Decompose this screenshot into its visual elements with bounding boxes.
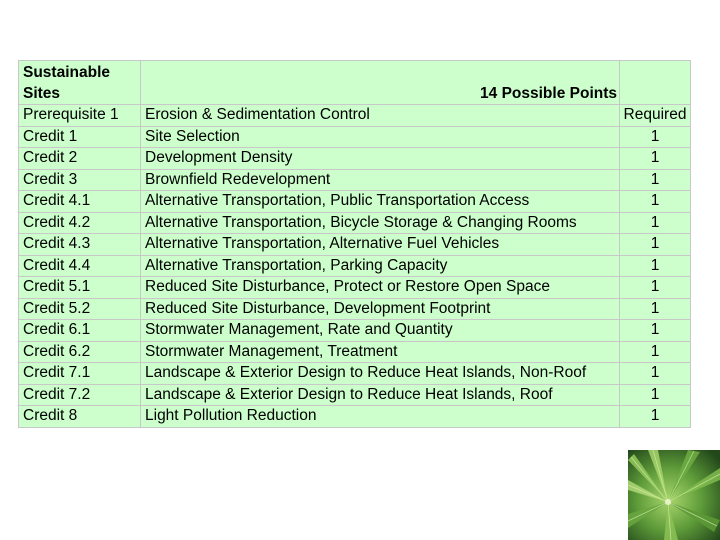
leaf-illustration [628,450,720,540]
credit-id-cell: Credit 4.2 [19,212,141,234]
credit-name-cell: Reduced Site Disturbance, Development Footprint [141,298,620,320]
table-row [19,277,691,299]
credit-name-cell: Alternative Transportation, Bicycle Storage & Changing Rooms [141,212,620,234]
category-heading: Sustainable Sites [19,61,141,105]
table-row [19,406,691,428]
credits-table-body [19,61,691,428]
credit-name-cell: Landscape & Exterior Design to Reduce Heat Islands, Roof [141,384,620,406]
credit-name-cell: Stormwater Management, Rate and Quantity [141,320,620,342]
credit-name-cell: Landscape & Exterior Design to Reduce Heat Islands, Non-Roof [141,363,620,385]
credit-name-cell: Erosion & Sedimentation Control [141,105,620,127]
credit-id-cell: Credit 4.3 [19,234,141,256]
credit-name-cell: Site Selection [141,126,620,148]
credit-name-cell: Light Pollution Reduction [141,406,620,428]
credit-name-cell: Reduced Site Disturbance, Protect or Restore Open Space [141,277,620,299]
table-row [19,298,691,320]
credit-points-cell: 1 [620,406,691,428]
credit-id-cell: Credit 6.1 [19,320,141,342]
credit-id-cell: Prerequisite 1 [19,105,141,127]
table-row [19,212,691,234]
credit-points-cell: Required [620,105,691,127]
leaf-photo-image [628,450,720,540]
credit-id-cell: Credit 6.2 [19,341,141,363]
table-row [19,384,691,406]
credit-points-cell: 1 [620,212,691,234]
credits-table-container [18,60,690,428]
credit-id-cell: Credit 8 [19,406,141,428]
credit-points-cell: 1 [620,148,691,170]
credit-points-cell: 1 [620,298,691,320]
credit-points-cell: 1 [620,234,691,256]
credit-id-cell: Credit 5.1 [19,277,141,299]
table-row [19,169,691,191]
credit-points-cell: 1 [620,384,691,406]
table-row [19,126,691,148]
table-header-row [19,61,691,105]
table-row [19,148,691,170]
credit-points-cell: 1 [620,363,691,385]
credit-name-cell: Alternative Transportation, Parking Capacity [141,255,620,277]
credit-id-cell: Credit 4.4 [19,255,141,277]
credit-points-cell: 1 [620,191,691,213]
credit-points-cell: 1 [620,169,691,191]
table-row [19,234,691,256]
credit-id-cell: Credit 2 [19,148,141,170]
credit-points-cell: 1 [620,341,691,363]
table-row [19,341,691,363]
credit-id-cell: Credit 1 [19,126,141,148]
sustainable-sites-credits-table [18,60,691,428]
table-row [19,105,691,127]
credit-points-cell: 1 [620,277,691,299]
table-row [19,363,691,385]
credit-name-cell: Alternative Transportation, Public Transportation Access [141,191,620,213]
credit-name-cell: Brownfield Redevelopment [141,169,620,191]
credit-points-cell: 1 [620,126,691,148]
credit-id-cell: Credit 7.1 [19,363,141,385]
credit-name-cell: Alternative Transportation, Alternative Fuel Vehicles [141,234,620,256]
credit-id-cell: Credit 5.2 [19,298,141,320]
credit-points-cell: 1 [620,320,691,342]
possible-points-heading: 14 Possible Points [141,61,620,105]
table-row [19,191,691,213]
credit-points-cell: 1 [620,255,691,277]
credit-id-cell: Credit 7.2 [19,384,141,406]
credit-id-cell: Credit 3 [19,169,141,191]
credit-id-cell: Credit 4.1 [19,191,141,213]
table-row [19,255,691,277]
points-heading-cell [620,61,691,105]
credit-name-cell: Stormwater Management, Treatment [141,341,620,363]
table-row [19,320,691,342]
credit-name-cell: Development Density [141,148,620,170]
